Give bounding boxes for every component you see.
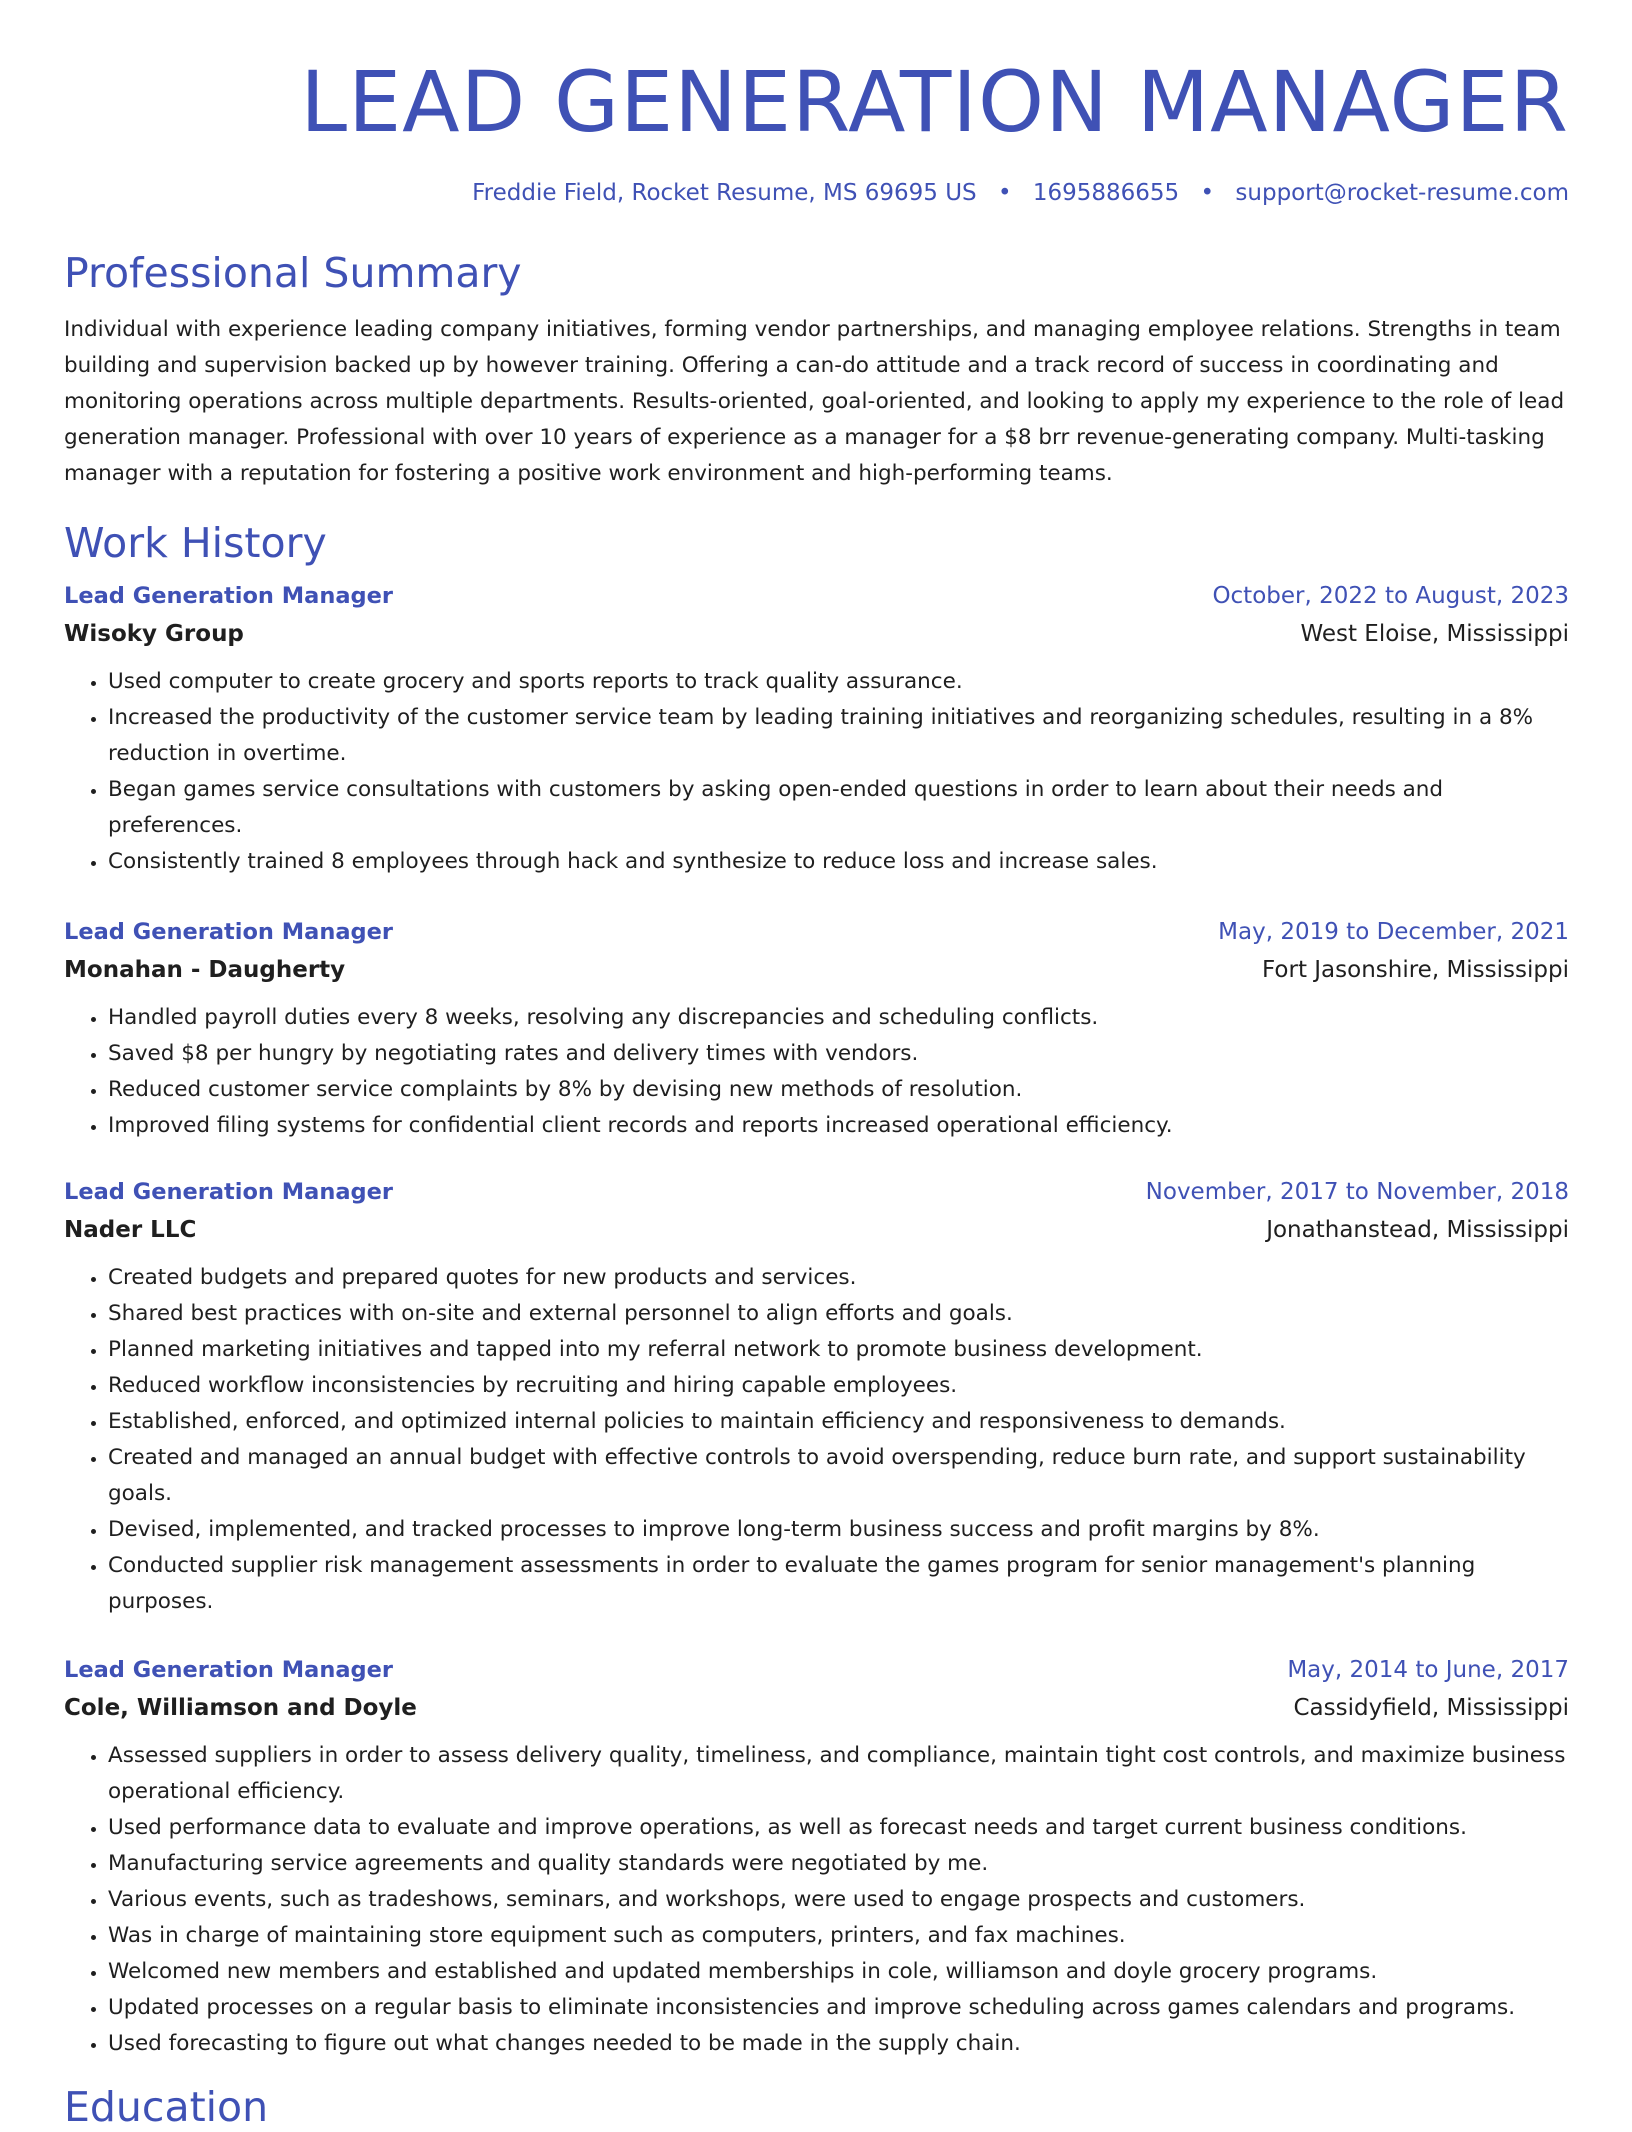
job-header-row [64,1174,1569,1210]
job-dates: October, 2022 to August, 2023 [1212,583,1569,609]
contact-separator: • [1200,180,1215,206]
job-bullet: • Consistently trained 8 employees through hack and synthesize to reduce loss and increase sales. [108,844,1569,880]
job-bullet: • Assessed suppliers in order to assess delivery quality, timeliness, and compliance, maintain tight cost controls, and maximize business operational efficiency. [108,1738,1569,1810]
job-location: West Eloise, Mississippi [1300,621,1569,647]
job-dates: November, 2017 to November, 2018 [1145,1179,1569,1205]
education-heading: Education [64,2083,269,2131]
job-title: Lead Generation Manager [64,1657,394,1683]
job-header-row [64,914,1569,950]
job-entry [64,914,1569,1144]
job-company: Nader LLC [64,1217,197,1243]
work-history-heading: Work History [64,519,327,567]
job-bullet-list [64,1738,1569,2062]
job-bullet: • Saved $8 per hungry by negotiating rates and delivery times with vendors. [108,1036,1569,1072]
job-bullet: • Shared best practices with on-site and external personnel to align efforts and goals. [108,1296,1569,1332]
work-history-list [64,578,1569,2062]
job-bullet: • Handled payroll duties every 8 weeks, resolving any discrepancies and scheduling conflicts. [108,1000,1569,1036]
job-bullet: • Was in charge of maintaining store equipment such as computers, printers, and fax machines. [108,1918,1569,1954]
job-company: Monahan - Daugherty [64,957,346,983]
contact-line [64,178,1569,208]
job-header-row [64,1652,1569,1688]
job-dates: May, 2014 to June, 2017 [1287,1657,1569,1683]
contact-phone: 1695886655 [1032,180,1180,206]
job-company: Wisoky Group [64,621,244,647]
job-bullet: • Various events, such as tradeshows, seminars, and workshops, were used to engage prospects and customers. [108,1882,1569,1918]
job-bullet: • Began games service consultations with customers by asking open-ended questions in order to learn about their needs and preferences. [108,772,1569,844]
contact-separator: • [997,180,1012,206]
job-bullet-list [64,1260,1569,1620]
job-bullet-list [64,1000,1569,1144]
job-title: Lead Generation Manager [64,919,394,945]
job-entry [64,1174,1569,1620]
job-bullet: • Increased the productivity of the customer service team by leading training initiatives and reorganizing schedules, resulting in a 8% reduction in overtime. [108,700,1569,772]
job-company-row [64,950,1569,990]
job-bullet: • Welcomed new members and established and updated memberships in cole, williamson and doyle grocery programs. [108,1954,1569,1990]
contact-address: Freddie Field, Rocket Resume, MS 69695 US [472,180,977,206]
job-bullet: • Used computer to create grocery and sports reports to track quality assurance. [108,664,1569,700]
job-bullet: • Reduced customer service complaints by 8% by devising new methods of resolution. [108,1072,1569,1108]
job-bullet: • Devised, implemented, and tracked processes to improve long-term business success and profit margins by 8%. [108,1512,1569,1548]
job-bullet: • Created and managed an annual budget with effective controls to avoid overspending, reduce burn rate, and support sustainability goals. [108,1440,1569,1512]
resume-page [64,0,1569,2132]
job-bullet: • Improved filing systems for confidential client records and reports increased operational efficiency. [108,1108,1569,1144]
job-header-row [64,578,1569,614]
job-location: Fort Jasonshire, Mississippi [1262,957,1569,983]
job-location: Jonathanstead, Mississippi [1266,1217,1569,1243]
job-bullet: • Reduced workflow inconsistencies by recruiting and hiring capable employees. [108,1368,1569,1404]
job-bullet-list [64,664,1569,880]
job-location: Cassidyfield, Mississippi [1293,1695,1569,1721]
job-title: Lead Generation Manager [64,1179,394,1205]
job-title: Lead Generation Manager [64,583,394,609]
job-dates: May, 2019 to December, 2021 [1218,919,1569,945]
job-bullet: • Used forecasting to figure out what changes needed to be made in the supply chain. [108,2026,1569,2062]
job-company-row [64,1210,1569,1250]
job-entry [64,1652,1569,2062]
job-bullet: • Used performance data to evaluate and improve operations, as well as forecast needs and target current business conditions. [108,1810,1569,1846]
job-company-row [64,614,1569,654]
resume-title: LEAD GENERATION MANAGER [300,53,1569,151]
job-bullet: • Updated processes on a regular basis to eliminate inconsistencies and improve scheduling across games calendars and programs. [108,1990,1569,2026]
job-entry [64,578,1569,880]
job-bullet: • Manufacturing service agreements and quality standards were negotiated by me. [108,1846,1569,1882]
job-company-row [64,1688,1569,1728]
job-company: Cole, Williamson and Doyle [64,1695,417,1721]
summary-text: Individual with experience leading company initiatives, forming vendor partnerships, and managing employee relations. Strengths in team building and supervision backed up by however training. Offering a can-do attitude and a track record of success in coordinating and monitoring operations across multiple departments. Results-oriented, goal-oriented, and looking to apply my experience to the role of lead generation manager. Professional with over 10 years of experience as a manager for a $8 brr revenue-generating company. Multi-tasking manager with a reputation for fostering a positive work environment and high-performing teams. [64,317,1565,486]
job-bullet: • Planned marketing initiatives and tapped into my referral network to promote business development. [108,1332,1569,1368]
summary-heading: Professional Summary [64,249,522,297]
job-bullet: • Created budgets and prepared quotes for new products and services. [108,1260,1569,1296]
job-bullet: • Established, enforced, and optimized internal policies to maintain efficiency and responsiveness to demands. [108,1404,1569,1440]
contact-email: support@rocket-resume.com [1235,180,1569,206]
job-bullet: • Conducted supplier risk management assessments in order to evaluate the games program for senior management's planning purposes. [108,1548,1569,1620]
